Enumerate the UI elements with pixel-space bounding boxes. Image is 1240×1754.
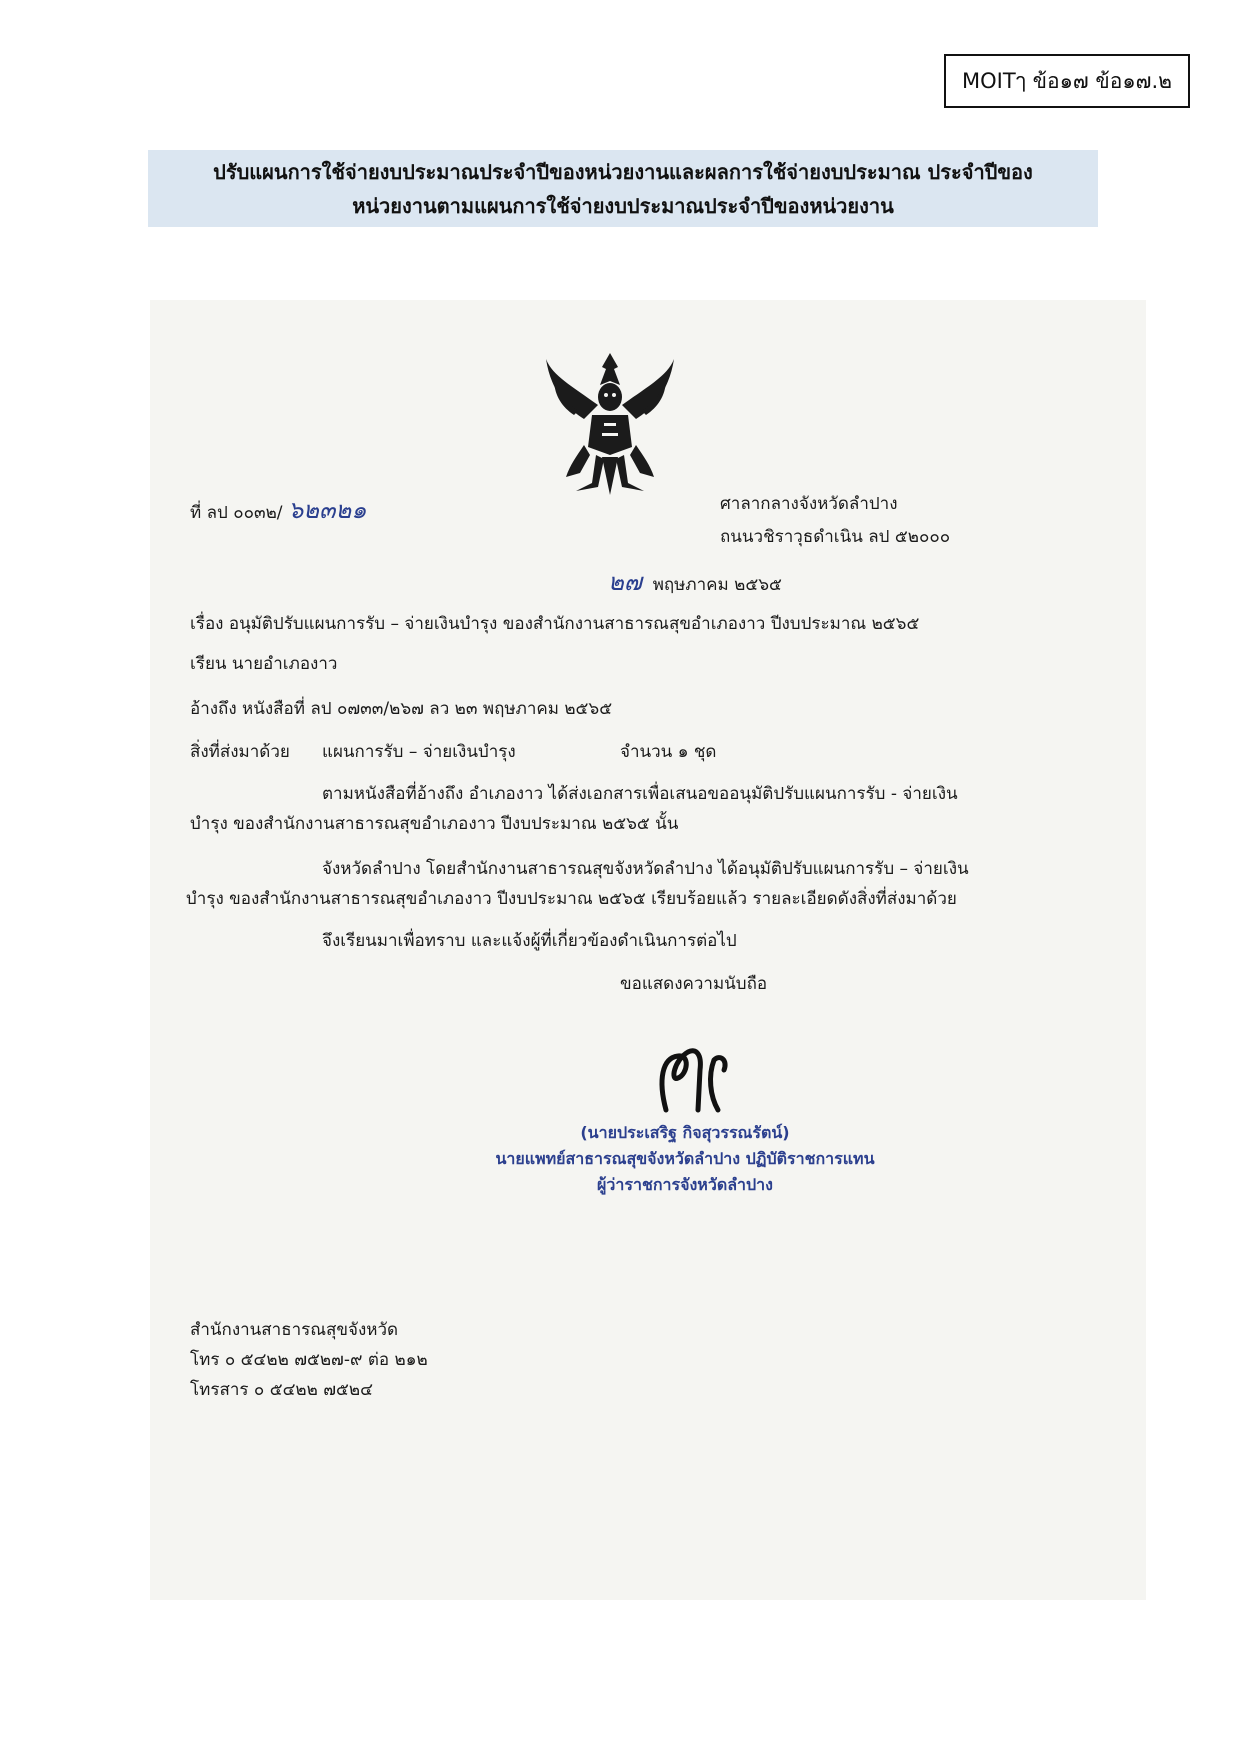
signer-title-2: ผู้ว่าราชการจังหวัดลำปาง <box>597 1175 773 1194</box>
signature-block <box>470 1120 900 1198</box>
date-month-year: พฤษภาคม ๒๕๖๕ <box>652 575 782 595</box>
signer-title-1: นายแพทย์สาธารณสุขจังหวัดลำปาง ปฏิบัติราชการแทน <box>495 1149 875 1168</box>
closing-salutation: ขอแสดงความนับถือ <box>620 974 768 994</box>
sender-line-2: ถนนวชิราวุธดำเนิน ลป ๕๒๐๐๐ <box>720 527 951 547</box>
paragraph-1-line-1: ตามหนังสือที่อ้างถึง อำเภองาว ได้ส่งเอกสารเพื่อเสนอขออนุมัติปรับแผนการรับ - จ่ายเงิน <box>322 784 958 804</box>
date-day-handwritten: ๒๗ <box>608 568 642 596</box>
title-line-2: หน่วยงานตามแผนการใช้จ่ายงบประมาณประจำปีของหน่วยงาน <box>352 193 894 218</box>
enclosure-quantity: จำนวน ๑ ชุด <box>620 742 717 762</box>
signer-name: (นายประเสริฐ กิจสุวรรณรัตน์) <box>580 1123 790 1142</box>
paragraph-1-line-2: บำรุง ของสำนักงานสาธารณสุขอำเภองาว ปีงบประมาณ ๒๕๖๕ นั้น <box>190 814 679 834</box>
enclosure-label: สิ่งที่ส่งมาด้วย <box>190 742 290 762</box>
enclosure-item: แผนการรับ – จ่ายเงินบำรุง <box>322 742 516 762</box>
letter-reference: อ้างถึง หนังสือที่ ลป ๐๗๓๓/๒๖๗ ลว ๒๓ พฤษภาคม ๒๕๖๕ <box>190 699 613 719</box>
title-banner <box>148 150 1098 227</box>
document-number-prefix: ที่ ลป ๐๐๓๒/ <box>190 503 283 523</box>
document-number <box>190 490 366 529</box>
footer-office: สำนักงานสาธารณสุขจังหวัด <box>190 1320 399 1340</box>
sender-line-1: ศาลากลางจังหวัดลำปาง <box>720 494 898 514</box>
letter-date <box>608 562 782 601</box>
paragraph-2-line-1: จังหวัดลำปาง โดยสำนักงานสาธารณสุขจังหวัดลำปาง ได้อนุมัติปรับแผนการรับ – จ่ายเงิน <box>322 859 969 879</box>
letter-subject: เรื่อง อนุมัติปรับแผนการรับ – จ่ายเงินบำรุง ของสำนักงานสาธารณสุขอำเภองาว ปีงบประมาณ ๒๕๖๕ <box>190 614 920 634</box>
letter-recipient: เรียน นายอำเภองาว <box>190 654 338 674</box>
title-line-1: ปรับแผนการใช้จ่ายงบประมาณประจำปีของหน่วยงานและผลการใช้จ่ายงบประมาณ ประจำปีของ <box>213 159 1033 184</box>
paragraph-2-line-2: บำรุง ของสำนักงานสาธารณสุขอำเภองาว ปีงบประมาณ ๒๕๖๕ เรียบร้อยแล้ว รายละเอียดดังสิ่งที่ส่งมาด้วย <box>186 889 957 909</box>
garuda-emblem <box>540 345 680 497</box>
paragraph-3: จึงเรียนมาเพื่อทราบ และแจ้งผู้ที่เกี่ยวข้องดำเนินการต่อไป <box>322 931 737 951</box>
document-number-handwritten: ๖๒๓๒๑ <box>287 496 367 524</box>
footer-telephone: โทร ๐ ๕๔๒๒ ๗๕๒๗-๙ ต่อ ๒๑๒ <box>190 1350 428 1370</box>
handwritten-signature <box>648 1040 738 1120</box>
footer-fax: โทรสาร ๐ ๕๔๒๒ ๗๕๒๔ <box>190 1380 373 1400</box>
reference-tag: MOITๅ ข้อ๑๗ ข้อ๑๗.๒ <box>944 54 1190 108</box>
